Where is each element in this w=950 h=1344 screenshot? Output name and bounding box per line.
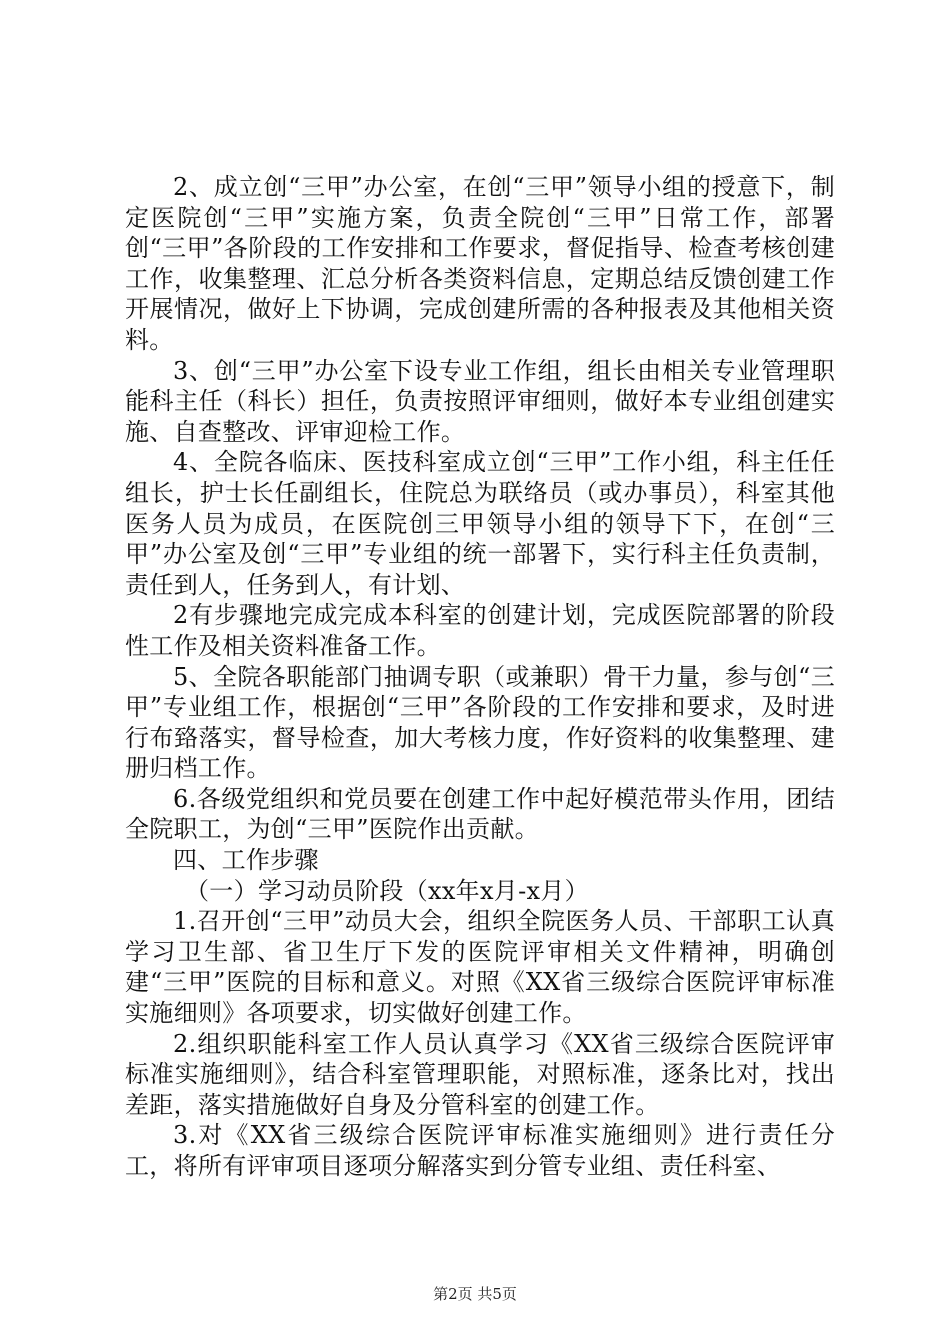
paragraph-4-continued: 2有步骤地完成完成本科室的创建计划，完成医院部署的阶段性工作及相关资料准备工作。 [125,601,835,660]
document-body [125,172,835,1182]
paragraph-5: 5、全院各职能部门抽调专职（或兼职）骨干力量，参与创“三甲”专业组工作，根据创“三甲”各阶段的工作安排和要求，及时进行布臵落实，督导检查，加大考核力度，作好资料的收集整理、建册归档工作。 [125,662,835,783]
page-footer: 第2页 共5页 [433,1285,517,1303]
paragraph-2: 2、成立创“三甲”办公室，在创“三甲”领导小组的授意下，制定医院创“三甲”实施方案，负责全院创“三甲”日常工作，部署创“三甲”各阶段的工作安排和工作要求，督促指导、检查考核创建工作，收集整理、汇总分析各类资料信息，定期总结反馈创建工作开展情况，做好上下协调，完成创建所需的各种报表及其他相关资料。 [125,173,835,354]
step-2: 2.组织职能科室工作人员认真学习《XX省三级综合医院评审标准实施细则》，结合科室管理职能，对照标准，逐条比对，找出差距，落实措施做好自身及分管科室的创建工作。 [125,1029,835,1119]
step-1: 1.召开创“三甲”动员大会，组织全院医务人员、干部职工认真学习卫生部、省卫生厅下发的医院评审相关文件精神，明确创建“三甲”医院的目标和意义。对照《XX省三级综合医院评审标准实施细则》各项要求，切实做好创建工作。 [125,907,835,1028]
section-heading-work-steps: 四、工作步骤 [173,846,319,875]
step-3: 3.对《XX省三级综合医院评审标准实施细则》进行责任分工，将所有评审项目逐项分解落实到分管专业组、责任科室、 [125,1121,835,1180]
paragraph-6: 6.各级党组织和党员要在创建工作中起好模范带头作用，团结全院职工，为创“三甲”医院作出贡献。 [125,784,835,844]
subsection-heading-study-mobilization: （一）学习动员阶段（xx年x月-x月） [185,876,589,905]
paragraph-4: 4、全院各临床、医技科室成立创“三甲”工作小组，科主任任组长，护士长任副组长，住院总为联络员（或办事员），科室其他医务人员为成员，在医院创三甲领导小组的领导下下，在创“三甲”办公室及创“三甲”专业组的统一部署下，实行科主任负责制，责任到人，任务到人，有计划、 [125,448,835,599]
paragraph-3: 3、创“三甲”办公室下设专业工作组，组长由相关专业管理职能科主任（科长）担任，负责按照评审细则，做好本专业组创建实施、自查整改、评审迎检工作。 [125,356,835,446]
